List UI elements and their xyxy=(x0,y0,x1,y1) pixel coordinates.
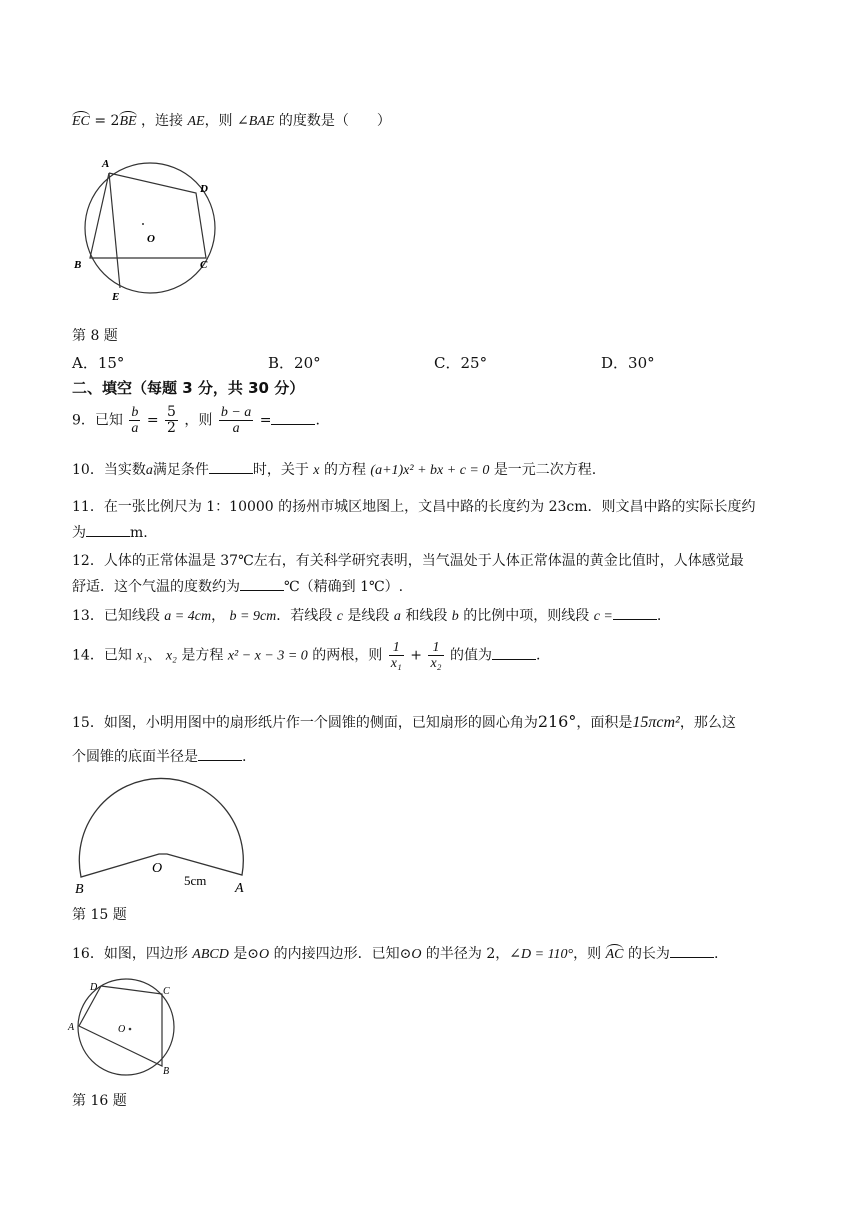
answer-blank[interactable] xyxy=(209,461,253,474)
answer-blank[interactable] xyxy=(198,748,242,761)
label-a: A xyxy=(68,1022,75,1033)
figure-q8 xyxy=(68,150,228,310)
q12-line2: 舒适．这个气温的度数约为 ℃（精确到 1℃）. xyxy=(72,579,404,595)
answer-blank[interactable] xyxy=(492,647,536,660)
label-b: B xyxy=(163,1066,170,1077)
label-b: B xyxy=(75,882,84,896)
answer-blank[interactable] xyxy=(670,945,714,958)
label-e: E xyxy=(112,291,120,303)
q11-line1: 11．在一张比例尺为 1：10000 的扬州市城区地图上，文昌中路的长度约为 23cm．则文昌中路的实际长度约 xyxy=(72,499,756,515)
label-a: A xyxy=(235,881,244,896)
fig8-label: 第 8 题 xyxy=(72,328,118,344)
figure-q15 xyxy=(72,768,262,896)
label-c: C xyxy=(200,259,208,271)
arc-be: BE xyxy=(119,114,137,129)
q12-line1: 12．人体的正常体温是 37℃左右，有关科学研究表明，当气温处于人体正常体温的黄金比值时，人体感觉最 xyxy=(72,553,744,569)
q13: 13．已知线段 a = 4cm， b = 9cm．若线段 c 是线段 a 和线段 b 的比例中项，则线段 c = . xyxy=(72,608,662,624)
arc-ac: AC xyxy=(605,947,624,962)
q11-line2: 为 m. xyxy=(72,525,148,541)
label-d: D xyxy=(90,982,98,993)
frac-5-over-2: $\frac{5}{2}$ xyxy=(167,404,176,436)
center-dot xyxy=(129,1028,132,1031)
q15-line2: 个圆锥的底面半径是 . xyxy=(72,749,247,765)
quad-abcd xyxy=(90,173,206,258)
label-o: O xyxy=(118,1024,126,1035)
choice-d[interactable]: D．30° xyxy=(601,354,655,372)
choice-c[interactable]: C．25° xyxy=(434,354,488,372)
frac-1-over-x1: $\frac{1}{\text{x₁}}$ xyxy=(390,640,402,671)
label-a: A xyxy=(102,158,110,170)
frac-b-over-a: $\frac{b}{a}$ xyxy=(131,405,139,436)
label-o: O xyxy=(147,233,155,245)
answer-blank[interactable] xyxy=(613,607,657,620)
q15-line1: 15．如图，小明用图中的扇形纸片作一个圆锥的侧面，已知扇形的圆心角为216°，面积是15πcm²，那么这 xyxy=(72,712,736,731)
q8-condition: EC = 2BE ，连接 AE，则 ∠BAE 的度数是（ ） xyxy=(72,113,391,129)
answer-blank[interactable] xyxy=(240,578,284,591)
center-dot xyxy=(142,223,144,225)
label-d: D xyxy=(200,183,208,195)
answer-blank[interactable] xyxy=(271,412,315,425)
frac-1-over-x2: $\frac{1}{\text{x₂}}$ xyxy=(430,640,442,671)
answer-blank[interactable] xyxy=(86,524,130,537)
fig16-label: 第 16 题 xyxy=(72,1093,127,1109)
q9: 9．已知 $\frac{b}{a}$ = $\frac{5}{2}$ ，则 $\frac{b - a}{a}$ = . xyxy=(72,404,320,436)
choice-a[interactable]: A．15° xyxy=(72,354,125,372)
arc-ec: EC xyxy=(72,114,90,129)
fig15-label: 第 15 题 xyxy=(72,907,127,923)
segment-ae xyxy=(109,173,120,288)
label-o: O xyxy=(152,861,163,876)
figure-q16 xyxy=(64,974,194,1086)
section-title: 二、填空（每题 3 分，共 30 分） xyxy=(72,379,305,397)
label-b: B xyxy=(74,259,82,271)
q10: 10．当实数a满足条件 时，关于 x 的方程 (a+1)x² + bx + c = 0 是一元二次方程. xyxy=(72,462,597,478)
frac-bma-over-a: $\frac{b - a}{a}$ xyxy=(220,405,252,436)
label-5cm: 5cm xyxy=(184,873,207,888)
q14: 14．已知 x₁、 x₂ 是方程 x² − x − 3 = 0 的两根，则 $\frac{1}{\text{x₁}}$ + $\frac{1}{\text{x₂}}$ 的值为 . xyxy=(72,640,541,671)
choice-b[interactable]: B．20° xyxy=(268,354,321,372)
label-c: C xyxy=(163,986,170,997)
q16: 16．如图，四边形 ABCD 是⊙O 的内接四边形．已知⊙O 的半径为 2，∠D = 110°，则 AC 的长为 . xyxy=(72,946,719,962)
